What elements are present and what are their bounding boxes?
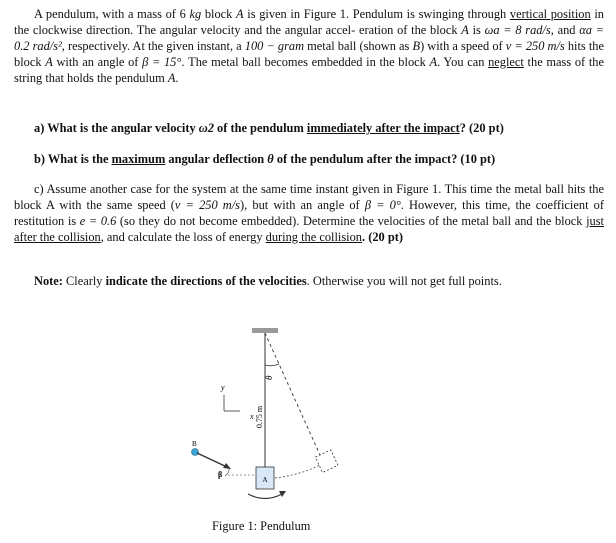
beta-label: β [218, 470, 223, 479]
note: Note: Clearly indicate the directions of the velocities. Otherwise you will not get full points. [34, 274, 502, 288]
speed-value: v = 250 m/s [505, 39, 565, 53]
swing-path [275, 465, 320, 478]
ball-label: B [192, 440, 197, 448]
ceiling-support [252, 328, 278, 333]
vertical-position-underline: vertical position [509, 7, 591, 21]
block-a-label: A [262, 476, 268, 484]
deflected-string [265, 333, 320, 455]
rotation-arrow-head [279, 491, 286, 497]
question-c: c) Assume another case for the system at the same time instant given in Figure 1. This time the metal ball hits the block A with the same speed (v = 250 m/s), but with an angle of β = 0°. However, this time, the coefficient of restitution is e = 0.6 (so they do not become embedded). Determine the velocities of the metal ball and the block just after the collision, and calculate the loss of energy during the collision. (20 pt) [14, 182, 604, 244]
angular-velocity-value: ωa = 8 rad/s [484, 23, 551, 37]
x-axis-label: x [250, 412, 254, 421]
pendulum-diagram [180, 325, 380, 515]
theta-label: θ [264, 375, 274, 380]
beta-value: β = 15° [142, 55, 182, 69]
metal-ball [192, 449, 199, 456]
deflected-block [315, 450, 338, 473]
length-label: 0.75 m [255, 405, 264, 429]
problem-statement: A pendulum, with a mass of 6 kg block A is given in Figure 1. Pendulum is swinging through vertical position in the clockwise direction. The angular velocity and the angular accel- eration of the block A is ωa = 8 rad/s, and αa = 0.2 rad/s², respectively. At the given instant, a 100 − gram metal ball (shown as B) with a speed of v = 250 m/s hits the block A with an angle of β = 15°. The metal ball becomes embedded in the block A. You can neglect the mass of the string that holds the pendulum A. [14, 7, 604, 85]
figure-caption: Figure 1: Pendulum [212, 519, 311, 533]
rotation-arrow [248, 494, 282, 499]
theta-arc [265, 364, 279, 366]
ball-velocity-arrow [197, 453, 227, 467]
angular-acceleration-value: αa = 0.2 rad/s² [14, 23, 604, 53]
y-axis-label: y [221, 383, 225, 392]
question-a: a) What is the angular velocity ω2 of the pendulum immediately after the impact? (20 pt) [34, 121, 504, 135]
question-b: b) What is the maximum angular deflection θ of the pendulum after the impact? (10 pt) [34, 152, 496, 166]
